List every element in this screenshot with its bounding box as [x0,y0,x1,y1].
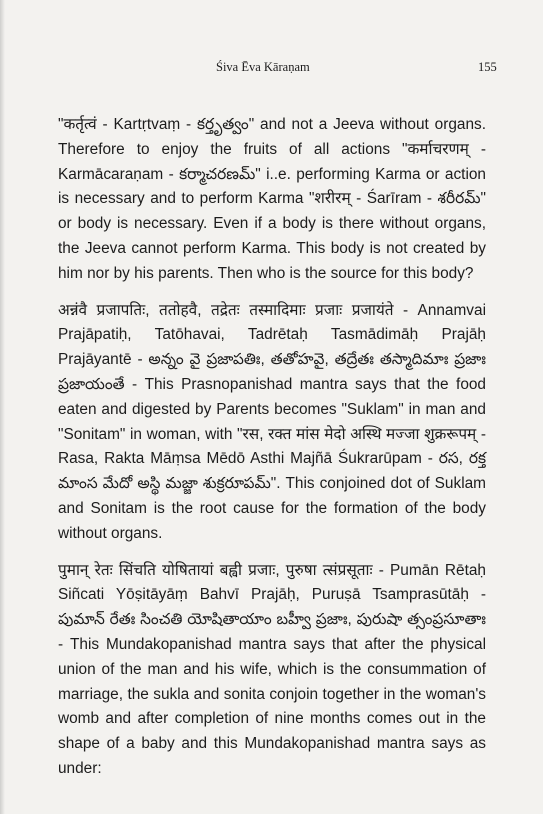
page-number: 155 [478,60,497,74]
paragraph-1: "कर्तृत्वं - Kartṛtvaṃ - కర్తృత్వం" and not a Jeeva without organs. Therefore to enjoy the fruits of all actions "कर्माचरणम् - Karmācaraṇam - కర్మాచరణమ్" i..e. performing Karma or action is necessary and to perform Karma "शरीरम् - Śarīram - శరీరమ్" or body is necessary. Even if a body is there without organs, the Jeeva cannot perform Karma. This body is not created by him nor by his parents. Then who is the source for this body? [58,116,486,282]
running-title: Śiva Ēva Kāraṇam [216,60,310,74]
paragraph-2-prasnopanishad: अन्नंवै प्रजापतिः, ततोहवै, तद्रेतः तस्मादिमाः प्रजाः प्रजायंते - Annamvai Prajāpatiḥ, Tatōhavai, Tadrētaḥ Tasmādimāḥ Prajāḥ Prajāyantē - అన్నం వై ప్రజాపతిః, తతోహవై, తద్రేతః తస్మాదిమాః ప్రజాః ప్రజాయంతే - This Prasnopanishad mantra says that the food eaten and digested by Parents becomes "Suklam" in man and "Sonitam" in woman, with "रस, रक्त मांस मेदो अस्थि मज्जा शुक्ररूपम् - Rasa, Rakta Māṃsa Mēdō Asthi Majñā Śukrarūpam - రస, రక్త మాంస మేదో అస్థి మజ్జా శుక్రరూపమ్". This conjoined dot of Suklam and Sonitam is the root cause for the formation of the body without organs. [58,301,486,542]
paragraph-3-mundakopanishad: पुमान् रेतः सिंचति योषितायां बह्वी प्रजाः, पुरुषा त्संप्रसूताः - Pumān Rētaḥ Siñcati Yōṣitāyāṃ Bahvī Prajāḥ, Puruṣā Tsamprasūtāḥ - పుమాన్ రేతః సించతి యోషితాయాం బహ్వీ ప్రజాః, పురుషా త్సంప్రసూతాః - This Mundakopanishad mantra says that after the physical union of the man and his wife, which is the consummation of marriage, the sukla and sonita conjoin together in the woman's womb and after completion of nine months comes out in the shape of a baby and this Mundakopanishad mantra says as under: [58,561,486,777]
page-header [0,60,543,80]
body-text [58,113,486,782]
page-binding-edge [0,0,5,814]
